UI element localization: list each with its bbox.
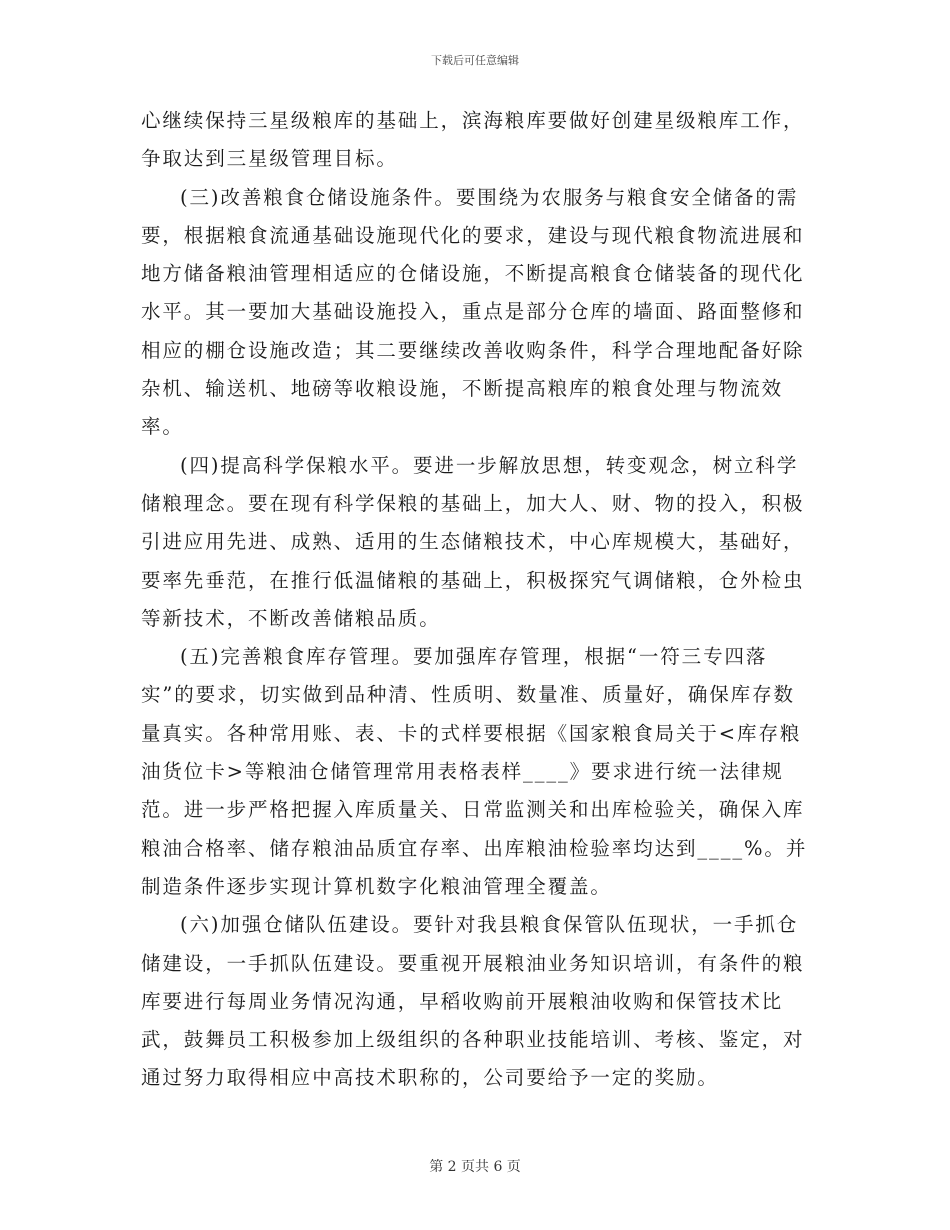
page-header: 下载后可任意编辑: [431, 54, 519, 67]
paragraph: 心继续保持三星级粮库的基础上，滨海粮库要做好创建星级粮库工作，争取达到三星级管理目标。: [141, 109, 805, 171]
paragraph: (五)完善粮食库存管理。要加强库存管理，根据“一符三专四落实”的要求，切实做到品种清、性质明、数量准、质量好，确保库存数量真实。各种常用账、表、卡的式样要根据《国家粮食局关于<库存粮油货位卡>等粮油仓储管理常用表格表样____》要求进行统一法律规范。进一步严格把握入库质量关、日常监测关和出库检验关，确保入库粮油合格率、储存粮油品质宜存率、出库粮油检验率均达到____%。并制造条件逐步实现计算机数字化粮油管理全覆盖。: [141, 645, 808, 898]
paragraph: (六)加强仓储队伍建设。要针对我县粮食保管队伍现状，一手抓仓储建设，一手抓队伍建设。要重视开展粮油业务知识培训，有条件的粮库要进行每周业务情况沟通，早稻收购前开展粮油收购和保管技术比武，鼓舞员工积极参加上级组织的各种职业技能培训、考核、鉴定，对通过努力取得相应中高技术职称的，公司要给予一定的奖励。: [141, 913, 805, 1090]
page-footer: 第 2 页共 6 页: [429, 1159, 521, 1175]
document-body: [141, 102, 809, 1098]
paragraph: (三)改善粮食仓储设施条件。要围绕为农服务与粮食安全储备的需要，根据粮食流通基础设施现代化的要求，建设与现代粮食物流进展和地方储备粮油管理相适应的仓储设施，不断提高粮食仓储装备的现代化水平。其一要加大基础设施投入，重点是部分仓库的墙面、路面整修和相应的棚仓设施改造；其二要继续改善收购条件，科学合理地配备好除杂机、输送机、地磅等收粮设施，不断提高粮库的粮食处理与物流效率。: [141, 185, 805, 439]
paragraph: (四)提高科学保粮水平。要进一步解放思想，转变观念，树立科学储粮理念。要在现有科学保粮的基础上，加大人、财、物的投入，积极引进应用先进、成熟、适用的生态储粮技术，中心库规模大，基础好，要率先垂范，在推行低温储粮的基础上，积极探究气调储粮，仓外检虫等新技术，不断改善储粮品质。: [141, 453, 805, 630]
